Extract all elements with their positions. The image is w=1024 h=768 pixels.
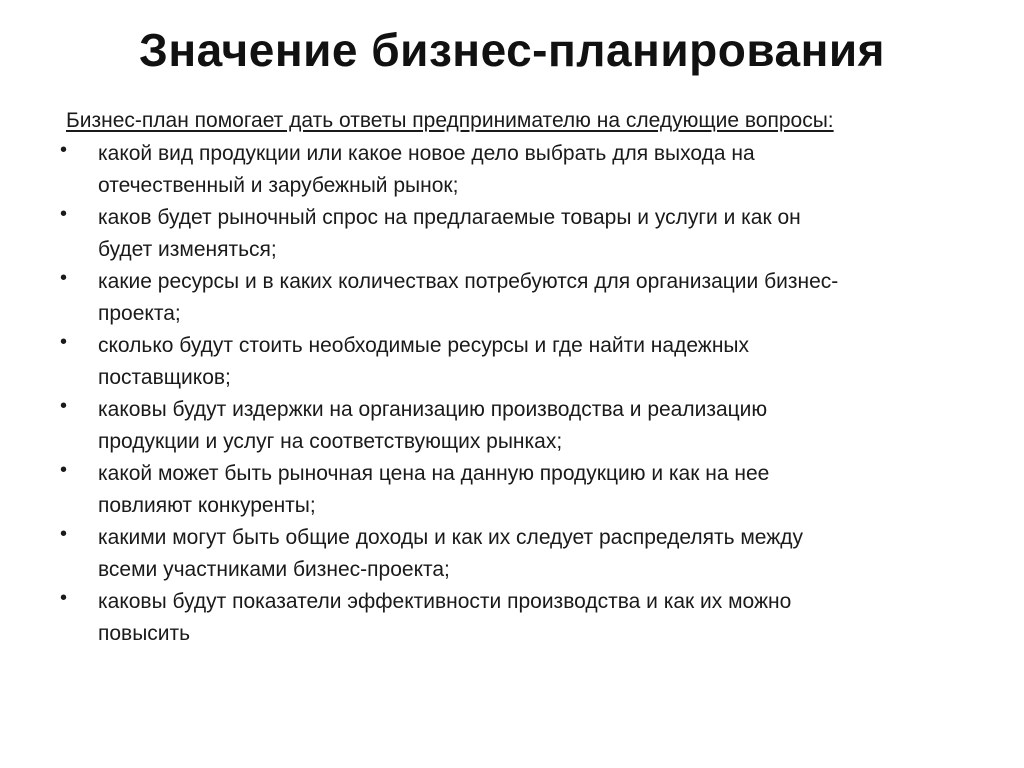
bullet-text-line1: сколько будут стоить необходимые ресурсы и где найти надежных	[98, 334, 750, 357]
bullet-text-line2: повлияют конкуренты;	[98, 494, 316, 517]
bullet-point-icon: •	[60, 139, 68, 161]
bullet-point-icon: •	[60, 395, 68, 417]
bullet-text-line1: какими могут быть общие доходы и как их следует распределять между	[98, 526, 804, 549]
bullet-text-line1: какие ресурсы и в каких количествах потребуются для организации бизнес-	[98, 270, 839, 293]
bullet-point-icon: •	[60, 459, 68, 481]
bullet-item	[56, 522, 966, 586]
bullet-text-line2: продукции и услуг на соответствующих рынках;	[98, 430, 563, 453]
bullet-text-line2: будет изменяться;	[98, 238, 277, 261]
bullet-item	[56, 138, 966, 202]
bullet-point-icon: •	[60, 331, 68, 353]
bullet-point-icon: •	[60, 267, 68, 289]
bullet-point-icon: •	[60, 587, 68, 609]
bullet-item	[56, 266, 966, 330]
bullet-text-line2: повысить	[98, 622, 191, 645]
bullet-item	[56, 202, 966, 266]
bullet-point-icon: •	[60, 523, 68, 545]
bullet-text-line1: каковы будут показатели эффективности производства и как их можно	[98, 590, 792, 613]
slide-title: Значение бизнес-планирования	[139, 24, 885, 76]
bullet-item	[56, 330, 966, 394]
bullet-list	[56, 138, 966, 650]
bullet-item	[56, 458, 966, 522]
bullet-text-line2: отечественный и зарубежный рынок;	[98, 174, 459, 197]
bullet-text-line2: поставщиков;	[98, 366, 231, 389]
bullet-item	[56, 394, 966, 458]
intro-text: Бизнес-план помогает дать ответы предпринимателю на следующие вопросы:	[66, 109, 834, 132]
bullet-text-line2: всеми участниками бизнес-проекта;	[98, 558, 450, 581]
bullet-text-line1: какой может быть рыночная цена на данную продукцию и как на нее	[98, 462, 770, 485]
bullet-text-line1: какой вид продукции или какое новое дело выбрать для выхода на	[98, 142, 755, 165]
bullet-text-line1: каков будет рыночный спрос на предлагаемые товары и услуги и как он	[98, 206, 801, 229]
bullet-point-icon: •	[60, 203, 68, 225]
bullet-text-line2: проекта;	[98, 302, 181, 325]
bullet-text-line1: каковы будут издержки на организацию производства и реализацию	[98, 398, 768, 421]
bullet-item	[56, 586, 966, 650]
